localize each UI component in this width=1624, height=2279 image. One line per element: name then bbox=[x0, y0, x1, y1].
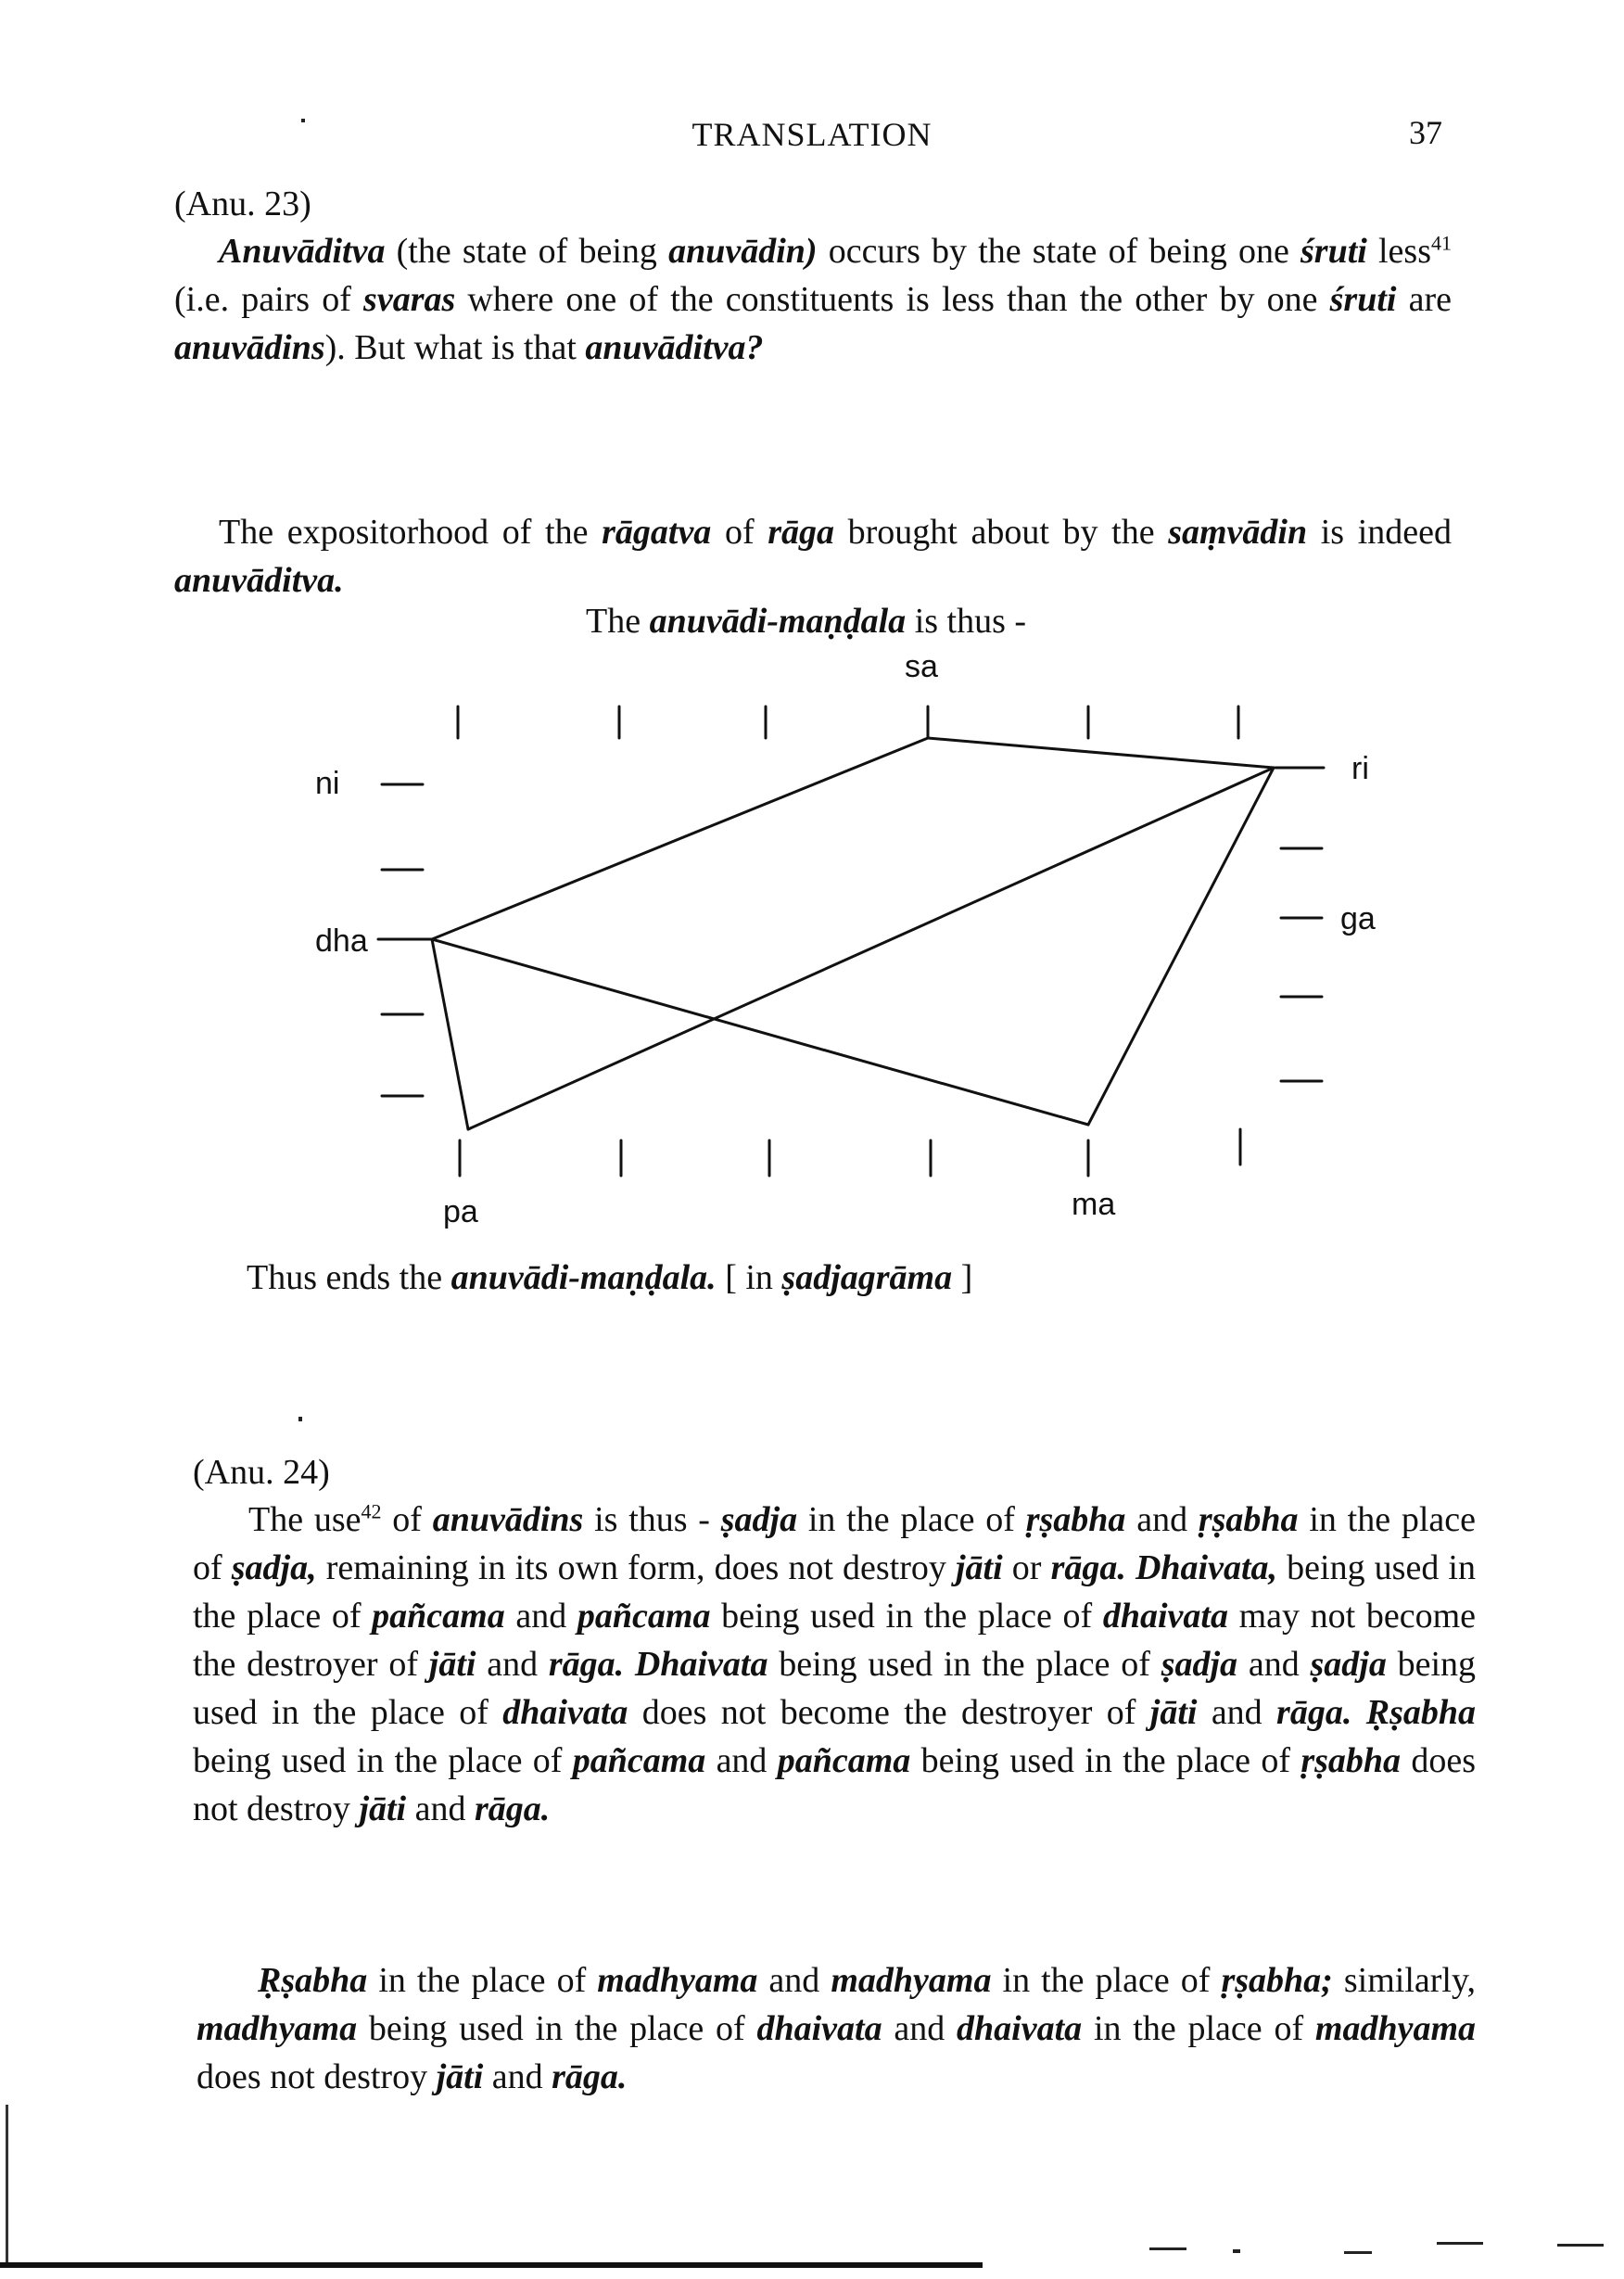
text-run: Anuvāditva bbox=[219, 231, 386, 271]
line-sa-dha bbox=[432, 738, 928, 939]
text-run: anuvādi-maṇḍala. bbox=[450, 1258, 717, 1297]
text-run: and bbox=[504, 1596, 577, 1636]
text-run bbox=[1126, 1548, 1136, 1587]
text-run: occurs by the state of being one bbox=[817, 231, 1301, 271]
text-run: rāga. bbox=[1276, 1692, 1352, 1732]
text-run: dhaivata bbox=[957, 2009, 1083, 2048]
text-run: saṃvādin bbox=[1168, 513, 1308, 552]
text-run: The use bbox=[248, 1499, 362, 1539]
text-run: ṛṣabha; bbox=[1221, 1961, 1333, 2000]
section-label-anu-23: (Anu. 23) bbox=[174, 185, 311, 223]
text-run: is thus - bbox=[906, 602, 1027, 641]
text-run: 41 bbox=[1431, 231, 1453, 254]
text-run: and bbox=[882, 2009, 958, 2048]
text-run: in the place of bbox=[991, 1961, 1222, 2000]
text-run: The bbox=[586, 602, 650, 641]
scan-speck bbox=[301, 119, 305, 122]
text-run: in the place of bbox=[1082, 2009, 1315, 2048]
text-run: being used in the place of bbox=[193, 1644, 1477, 1732]
text-run: ṣadja, bbox=[231, 1547, 317, 1587]
scan-speck bbox=[1437, 2242, 1483, 2245]
text-run: ṣadja bbox=[1310, 1644, 1387, 1684]
scan-speck bbox=[298, 1417, 302, 1421]
text-run: ṛṣabha bbox=[1300, 1740, 1402, 1780]
section-label-anu-24: (Anu. 24) bbox=[193, 1453, 330, 1492]
text-run: ṛṣabha bbox=[1198, 1499, 1299, 1539]
text-run: anuvādins bbox=[432, 1499, 584, 1539]
text-run: being used in the place of bbox=[357, 2009, 757, 2048]
text-run: being used in the place of bbox=[710, 1596, 1103, 1636]
text-run: madhyama bbox=[597, 1961, 758, 2000]
paragraph-anu-24-rsabha bbox=[197, 1956, 1476, 2101]
text-run: does not become the destroyer of bbox=[628, 1692, 1150, 1732]
note-label-ri: ri bbox=[1351, 751, 1369, 786]
text-run: rāga bbox=[768, 513, 835, 552]
text-run: ] bbox=[952, 1258, 973, 1297]
text-run: dhaivata bbox=[756, 2009, 882, 2048]
text-run: madhyama bbox=[1314, 2009, 1477, 2048]
paragraph-anu-24-use bbox=[193, 1487, 1476, 1833]
text-run: (the state of being bbox=[385, 231, 669, 271]
page-number: 37 bbox=[1409, 114, 1442, 151]
text-run: jāti bbox=[359, 1789, 407, 1828]
scan-bottom-edge bbox=[0, 2262, 983, 2268]
text-run: pañcama bbox=[372, 1596, 505, 1636]
text-run: ). But what is that bbox=[324, 327, 586, 367]
text-run: rāga. bbox=[1050, 1547, 1126, 1587]
text-run: less bbox=[1366, 231, 1432, 271]
text-run: dhaivata bbox=[502, 1692, 628, 1732]
text-run: does not destroy bbox=[197, 2057, 437, 2096]
text-run: madhyama bbox=[831, 1961, 992, 2000]
text-run: Thus ends the bbox=[247, 1258, 451, 1297]
text-run: (i.e. pairs of bbox=[174, 279, 364, 319]
diagram-caption bbox=[247, 1257, 972, 1298]
note-label-ni: ni bbox=[315, 766, 340, 801]
text-run: rāgatva bbox=[602, 513, 712, 552]
text-run: svaras bbox=[363, 279, 456, 319]
scan-edge-mark bbox=[6, 2105, 8, 2262]
note-label-sa: sa bbox=[905, 649, 938, 684]
text-run: may not become the destroyer of bbox=[193, 1596, 1477, 1684]
text-run: ṣadjagrāma bbox=[781, 1258, 953, 1297]
line-dha-ma bbox=[432, 939, 1088, 1125]
text-run: anuvādi-maṇḍala bbox=[649, 602, 907, 641]
text-run bbox=[1351, 1693, 1365, 1732]
text-run: being used in the place of bbox=[910, 1740, 1301, 1780]
note-label-ga: ga bbox=[1340, 901, 1376, 936]
note-label-pa: pa bbox=[443, 1194, 478, 1229]
scan-speck bbox=[1233, 2249, 1240, 2253]
line-sa-ri bbox=[928, 738, 1274, 768]
text-run: of bbox=[381, 1499, 433, 1539]
text-run: in the place of bbox=[193, 1499, 1476, 1587]
text-run: 42 bbox=[361, 1499, 382, 1522]
note-label-ma: ma bbox=[1072, 1187, 1116, 1222]
text-run: similarly, bbox=[1332, 1961, 1476, 2000]
text-run: being used in the place of bbox=[768, 1644, 1161, 1684]
text-run: are bbox=[1396, 279, 1453, 319]
line-ri-pa bbox=[468, 768, 1274, 1129]
text-run: and bbox=[1237, 1644, 1311, 1684]
text-run: where one of the constituents is less than the other by one bbox=[455, 279, 1330, 319]
text-run: Dhaivata, bbox=[1135, 1547, 1278, 1587]
text-run: pañcama bbox=[577, 1596, 711, 1636]
text-run: jāti bbox=[956, 1547, 1003, 1587]
text-run: being used in the place of bbox=[193, 1547, 1476, 1636]
text-run: or bbox=[1002, 1547, 1051, 1587]
text-run: brought about by the bbox=[834, 513, 1169, 552]
text-run: śruti bbox=[1300, 231, 1367, 271]
text-run: and bbox=[1197, 1692, 1277, 1732]
text-run: of bbox=[711, 513, 768, 552]
line-dha-pa bbox=[432, 939, 468, 1129]
text-run: rāga. bbox=[475, 1789, 551, 1828]
text-run: Ṛṣabha bbox=[258, 1961, 368, 2000]
text-run: does not destroy bbox=[193, 1740, 1477, 1828]
text-run: anuvādins bbox=[174, 327, 325, 367]
text-run: dhaivata bbox=[1102, 1596, 1228, 1636]
text-run: rāga. bbox=[548, 1644, 625, 1684]
running-header-title: TRANSLATION bbox=[691, 116, 933, 153]
text-run: Dhaivata bbox=[634, 1644, 768, 1684]
text-run: and bbox=[483, 2057, 552, 2096]
text-run: ṣadja bbox=[1161, 1644, 1238, 1684]
text-run: [ in bbox=[716, 1258, 782, 1297]
scan-speck bbox=[1344, 2251, 1372, 2254]
text-run: Ṛṣabha bbox=[1365, 1692, 1476, 1732]
text-run: remaining in its own form, does not destroy bbox=[316, 1547, 956, 1587]
text-run: madhyama bbox=[197, 2009, 358, 2048]
note-label-dha: dha bbox=[315, 923, 368, 959]
text-run: jāti bbox=[428, 1644, 476, 1684]
text-run: ṛṣabha bbox=[1025, 1499, 1126, 1539]
text-run: jāti bbox=[436, 2057, 484, 2096]
text-run: is indeed bbox=[1307, 513, 1452, 552]
text-run: being used in the place of bbox=[193, 1740, 573, 1780]
text-run: anuvāditva? bbox=[585, 327, 764, 367]
text-run: and bbox=[406, 1789, 475, 1828]
text-run: anuvāditva. bbox=[174, 561, 344, 600]
text-run bbox=[624, 1645, 635, 1684]
text-run: ṣadja bbox=[720, 1499, 798, 1539]
text-run: pañcama bbox=[777, 1740, 911, 1780]
text-run: and bbox=[757, 1961, 831, 2000]
text-run: is thus - bbox=[583, 1499, 721, 1539]
text-run: and bbox=[476, 1644, 549, 1684]
text-run: The expositorhood of the bbox=[219, 513, 603, 552]
text-run: and bbox=[705, 1740, 778, 1780]
text-run: jāti bbox=[1149, 1692, 1198, 1732]
text-run: rāga. bbox=[552, 2057, 628, 2096]
line-ri-ma bbox=[1088, 768, 1274, 1125]
text-run: anuvādin) bbox=[668, 231, 818, 271]
text-run: śruti bbox=[1329, 279, 1397, 319]
text-run: and bbox=[1125, 1499, 1199, 1539]
text-run: pañcama bbox=[572, 1740, 706, 1780]
scan-speck bbox=[1557, 2244, 1604, 2247]
text-run: in the place of bbox=[367, 1961, 598, 2000]
scan-speck bbox=[1149, 2247, 1186, 2250]
text-run: in the place of bbox=[797, 1499, 1026, 1539]
